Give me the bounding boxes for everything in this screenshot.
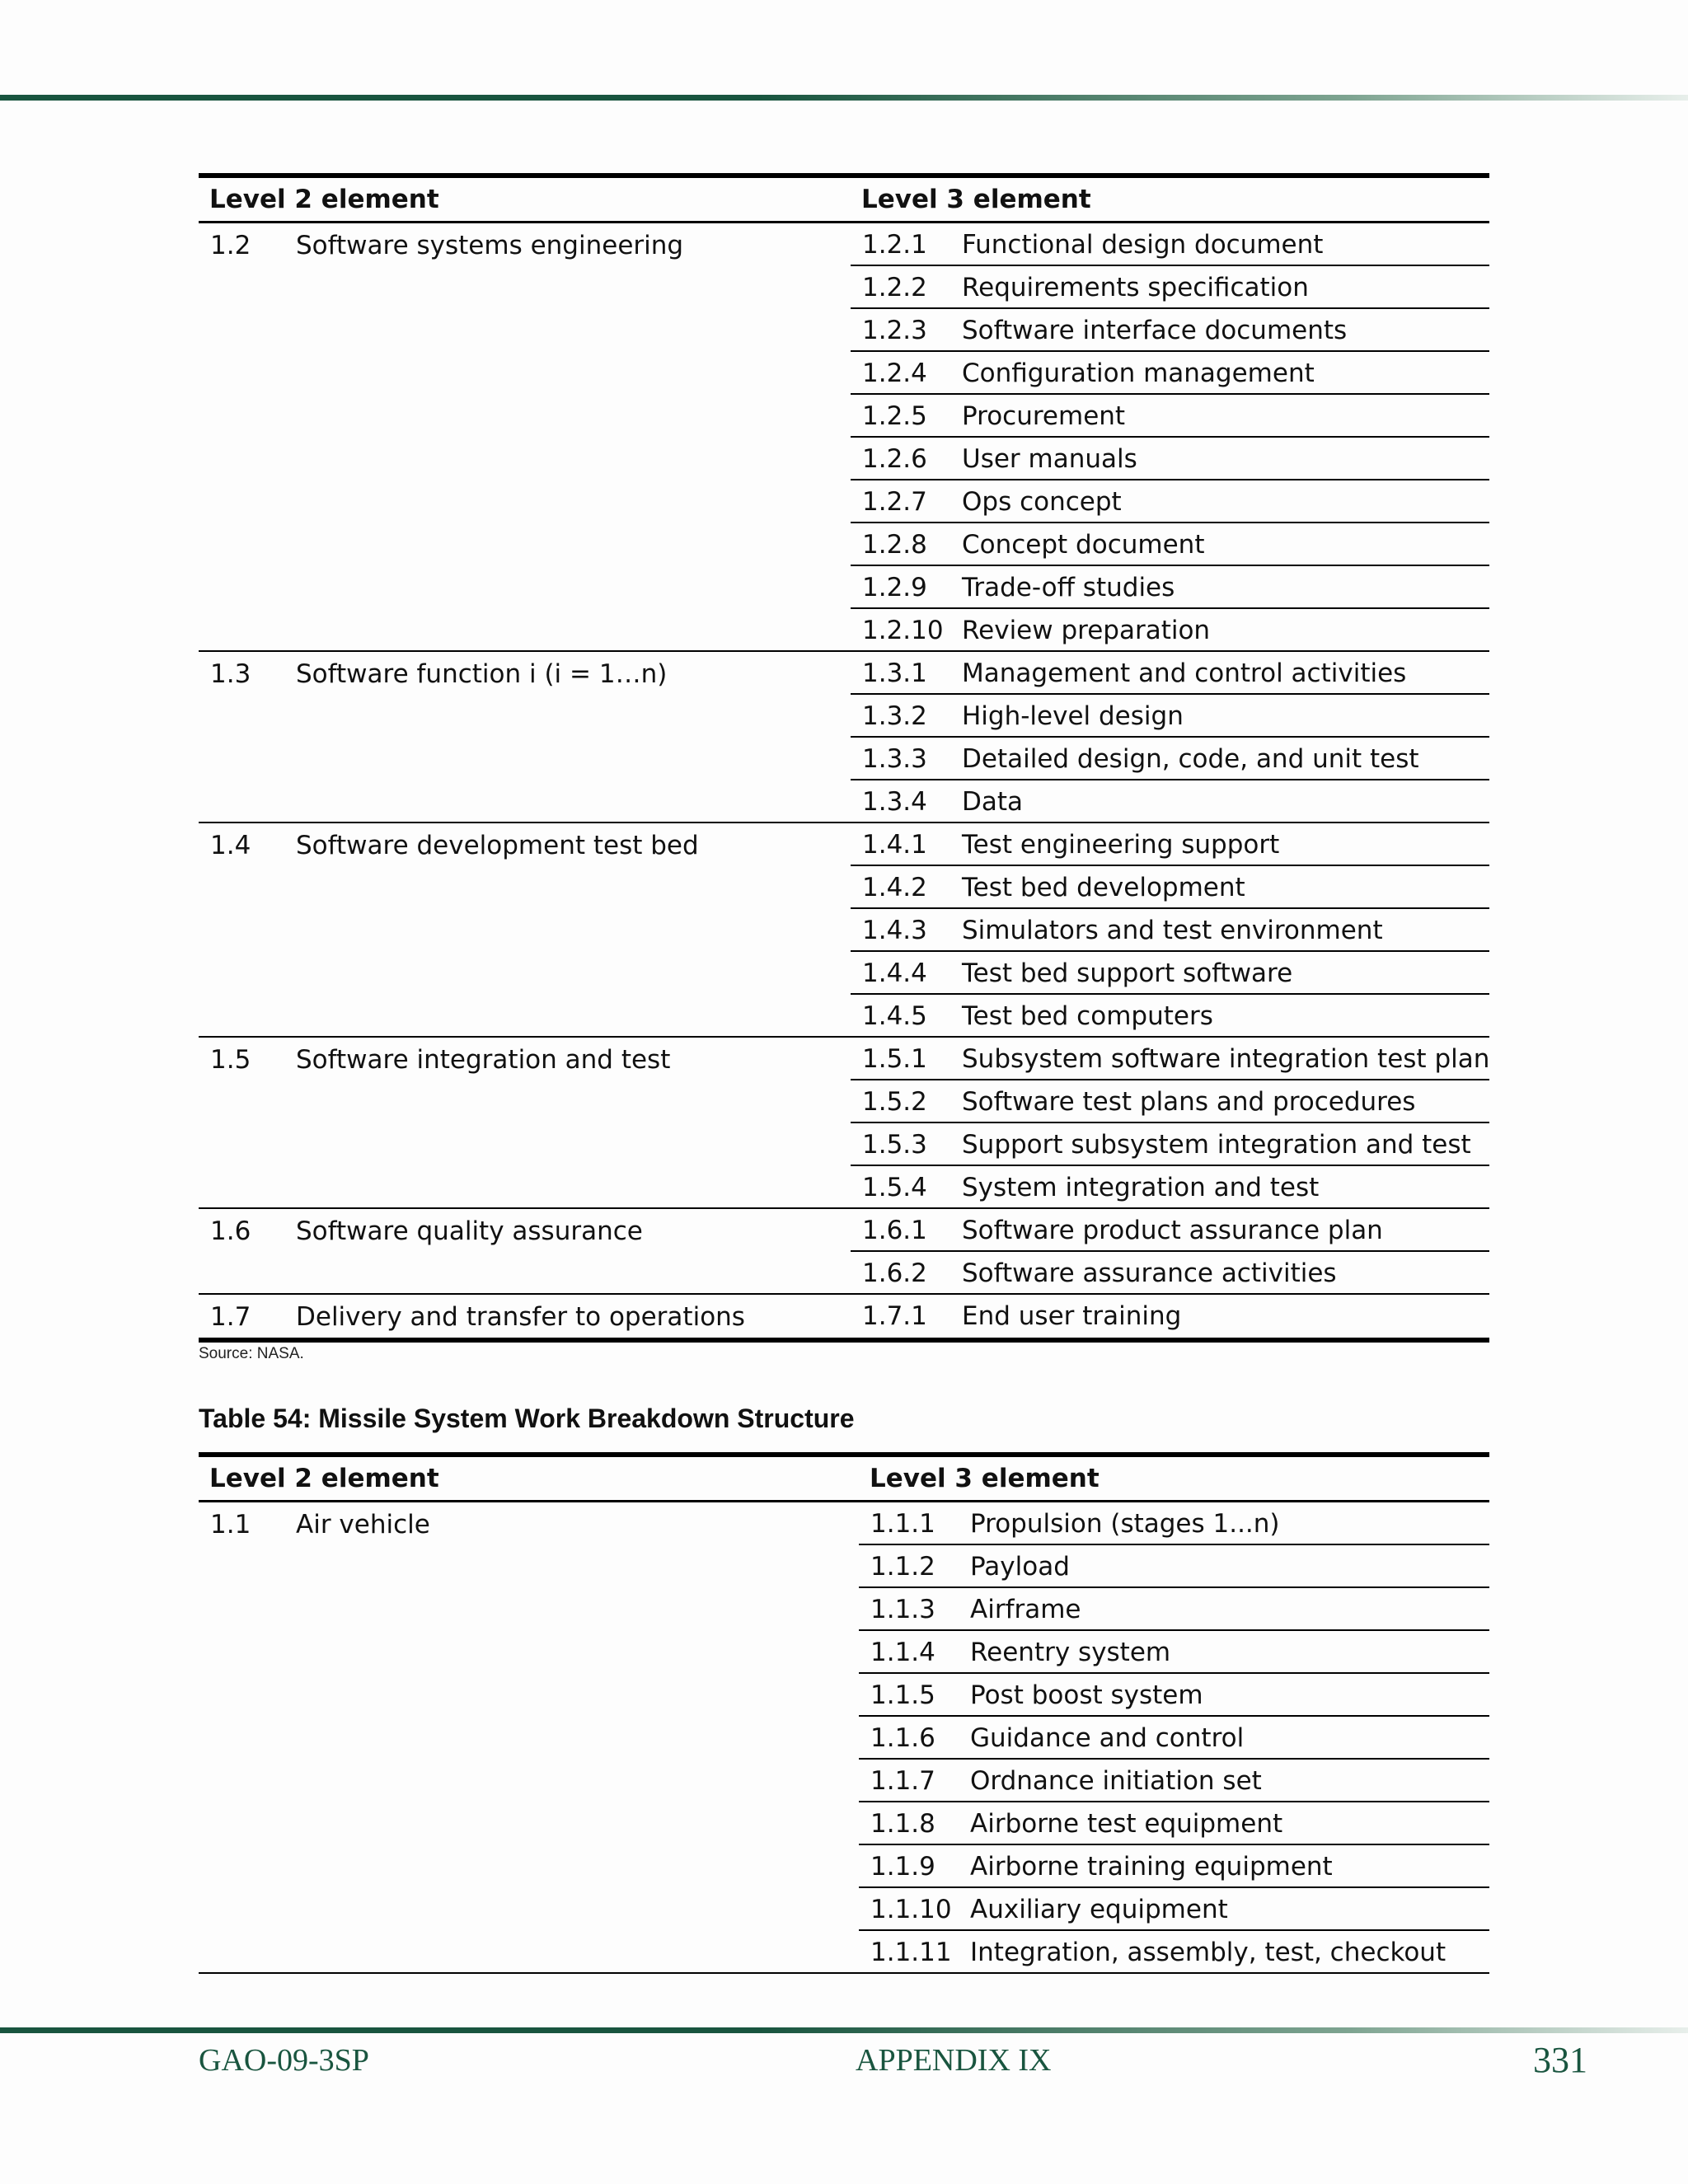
header-level3: Level 3 element xyxy=(861,185,1091,214)
level2-cell xyxy=(199,1295,851,1338)
level3-label: Data xyxy=(962,787,1024,817)
level3-number: 1.2.4 xyxy=(862,359,927,388)
level3-label: Support subsystem integration and test xyxy=(962,1130,1471,1160)
level3-label: Ordnance initiation set xyxy=(970,1766,1262,1796)
level3-number: 1.6.1 xyxy=(862,1216,927,1245)
level2-label: Software quality assurance xyxy=(296,1216,643,1246)
level2-number: 1.5 xyxy=(210,1045,251,1075)
level3-number: 1.1.11 xyxy=(870,1938,952,1967)
level3-label: Ops concept xyxy=(962,487,1122,517)
level3-label: Test bed development xyxy=(962,873,1245,902)
wbs-table-software xyxy=(199,173,1489,1343)
level3-label: Airframe xyxy=(970,1595,1081,1624)
level3-label: Subsystem software integration test plan xyxy=(962,1044,1490,1074)
level3-label: Airborne test equipment xyxy=(970,1809,1283,1839)
level3-number: 1.5.2 xyxy=(862,1087,927,1117)
level3-number: 1.2.8 xyxy=(862,530,927,560)
level3-list xyxy=(851,1038,1489,1207)
level3-row xyxy=(851,523,1489,566)
level3-number: 1.7.1 xyxy=(862,1301,927,1331)
level3-number: 1.5.3 xyxy=(862,1130,927,1160)
level3-label: Management and control activities xyxy=(962,658,1407,688)
level3-label: Integration, assembly, test, checkout xyxy=(970,1938,1447,1967)
level3-number: 1.1.6 xyxy=(870,1723,935,1753)
level3-row xyxy=(851,609,1489,650)
table-title: Table 54: Missile System Work Breakdown Structure xyxy=(199,1404,855,1433)
level3-label: Procurement xyxy=(962,401,1126,431)
level3-number: 1.2.3 xyxy=(862,316,927,345)
level3-list xyxy=(859,1502,1489,1972)
level3-row xyxy=(851,823,1489,866)
level2-cell xyxy=(199,1209,851,1252)
level3-list xyxy=(851,223,1489,650)
level3-row xyxy=(851,566,1489,609)
level3-number: 1.6.2 xyxy=(862,1258,927,1288)
level3-number: 1.3.2 xyxy=(862,701,927,731)
level2-label: Delivery and transfer to operations xyxy=(296,1302,745,1332)
level3-label: High-level design xyxy=(962,701,1184,731)
header-level3: Level 3 element xyxy=(870,1464,1100,1493)
level3-number: 1.4.1 xyxy=(862,830,927,860)
level3-label: Propulsion (stages 1...n) xyxy=(970,1509,1280,1539)
top-rule xyxy=(0,95,1688,101)
level3-row xyxy=(859,1888,1489,1931)
level3-row xyxy=(859,1502,1489,1545)
level2-number: 1.1 xyxy=(210,1510,251,1540)
level3-label: Test engineering support xyxy=(962,830,1280,860)
level3-row xyxy=(851,266,1489,309)
level3-label: Software assurance activities xyxy=(962,1258,1337,1288)
bottom-rule xyxy=(0,2027,1688,2033)
level2-group xyxy=(199,1209,1489,1295)
level2-group xyxy=(199,1295,1489,1343)
level3-number: 1.1.5 xyxy=(870,1680,935,1710)
level3-row xyxy=(859,1631,1489,1674)
footer-section: APPENDIX IX xyxy=(856,2043,1052,2078)
level3-number: 1.2.10 xyxy=(862,616,944,645)
level3-row xyxy=(851,909,1489,952)
level3-number: 1.4.4 xyxy=(862,958,927,988)
level3-row xyxy=(851,952,1489,995)
header-level2: Level 2 element xyxy=(209,185,439,214)
level3-row xyxy=(851,309,1489,352)
footer-doc-id: GAO-09-3SP xyxy=(199,2043,369,2078)
level2-number: 1.6 xyxy=(210,1216,251,1246)
level3-number: 1.1.8 xyxy=(870,1809,935,1839)
level3-label: Configuration management xyxy=(962,359,1315,388)
level3-row xyxy=(851,395,1489,438)
level2-number: 1.7 xyxy=(210,1302,251,1332)
level3-label: Test bed computers xyxy=(962,1001,1213,1031)
level3-label: Guidance and control xyxy=(970,1723,1245,1753)
level3-row xyxy=(851,1252,1489,1293)
wbs-table-missile xyxy=(199,1452,1489,1974)
source-note: Source: NASA. xyxy=(199,1345,304,1362)
level3-label: Payload xyxy=(970,1552,1070,1582)
level3-label: System integration and test xyxy=(962,1173,1320,1202)
level2-group xyxy=(199,652,1489,823)
level3-number: 1.3.4 xyxy=(862,787,927,817)
footer-page-number: 331 xyxy=(1533,2040,1587,2080)
level3-number: 1.2.2 xyxy=(862,273,927,302)
level3-list xyxy=(851,652,1489,822)
level2-cell xyxy=(199,1038,851,1080)
level3-row xyxy=(851,780,1489,822)
level3-row xyxy=(859,1802,1489,1845)
table-header xyxy=(199,1452,1489,1502)
level3-number: 1.5.1 xyxy=(862,1044,927,1074)
level3-label: Airborne training equipment xyxy=(970,1852,1333,1882)
level2-label: Software systems engineering xyxy=(296,231,684,260)
level3-label: Software test plans and procedures xyxy=(962,1087,1416,1117)
level3-number: 1.1.10 xyxy=(870,1895,952,1924)
level2-group xyxy=(199,1502,1489,1974)
level3-list xyxy=(851,823,1489,1036)
level3-number: 1.2.1 xyxy=(862,230,927,260)
level3-row xyxy=(859,1931,1489,1972)
level2-group xyxy=(199,1038,1489,1209)
level3-row xyxy=(851,1123,1489,1166)
level3-row xyxy=(851,352,1489,395)
level3-row xyxy=(851,652,1489,695)
level3-label: Concept document xyxy=(962,530,1205,560)
level3-label: Functional design document xyxy=(962,230,1324,260)
level2-cell xyxy=(199,223,851,266)
level3-number: 1.3.1 xyxy=(862,658,927,688)
level3-label: Detailed design, code, and unit test xyxy=(962,744,1419,774)
level3-row xyxy=(859,1845,1489,1888)
level3-row xyxy=(851,1295,1489,1336)
level2-label: Software function i (i = 1…n) xyxy=(296,659,668,689)
level2-cell xyxy=(199,823,851,866)
level3-label: Software interface documents xyxy=(962,316,1348,345)
level3-row xyxy=(851,995,1489,1036)
level3-label: Software product assurance plan xyxy=(962,1216,1383,1245)
level2-cell xyxy=(199,652,851,695)
level3-number: 1.1.7 xyxy=(870,1766,935,1796)
level3-row xyxy=(851,223,1489,266)
level3-list xyxy=(851,1295,1489,1338)
table-body xyxy=(199,1502,1489,1974)
level3-row xyxy=(851,695,1489,738)
level3-row xyxy=(851,866,1489,909)
level2-number: 1.2 xyxy=(210,231,251,260)
level3-label: Review preparation xyxy=(962,616,1211,645)
header-level2: Level 2 element xyxy=(209,1464,439,1493)
level3-label: User manuals xyxy=(962,444,1137,474)
level3-number: 1.4.3 xyxy=(862,916,927,945)
level3-row xyxy=(851,1166,1489,1207)
level3-number: 1.4.5 xyxy=(862,1001,927,1031)
level3-row xyxy=(851,1209,1489,1252)
level3-number: 1.1.3 xyxy=(870,1595,935,1624)
level2-label: Air vehicle xyxy=(296,1510,430,1540)
level3-number: 1.2.9 xyxy=(862,573,927,602)
level3-row xyxy=(851,738,1489,780)
level3-number: 1.2.6 xyxy=(862,444,927,474)
level3-label: Post boost system xyxy=(970,1680,1203,1710)
level2-label: Software development test bed xyxy=(296,831,699,860)
level3-row xyxy=(859,1674,1489,1717)
level3-row xyxy=(851,438,1489,480)
level2-number: 1.3 xyxy=(210,659,251,689)
level3-row xyxy=(859,1717,1489,1760)
level2-label: Software integration and test xyxy=(296,1045,671,1075)
level3-number: 1.1.1 xyxy=(870,1509,935,1539)
level3-list xyxy=(851,1209,1489,1293)
level3-number: 1.1.2 xyxy=(870,1552,935,1582)
level3-label: Requirements specification xyxy=(962,273,1309,302)
level3-row xyxy=(859,1545,1489,1588)
level3-label: Test bed support software xyxy=(962,958,1293,988)
level3-row xyxy=(859,1588,1489,1631)
level2-group xyxy=(199,223,1489,652)
level3-number: 1.4.2 xyxy=(862,873,927,902)
level2-group xyxy=(199,823,1489,1038)
level3-number: 1.2.5 xyxy=(862,401,927,431)
level3-label: Auxiliary equipment xyxy=(970,1895,1228,1924)
level3-label: Trade-off studies xyxy=(962,573,1175,602)
level3-label: Simulators and test environment xyxy=(962,916,1383,945)
level3-row xyxy=(851,480,1489,523)
level3-number: 1.1.4 xyxy=(870,1638,935,1667)
table-body xyxy=(199,223,1489,1343)
level3-row xyxy=(851,1038,1489,1080)
level3-label: End user training xyxy=(962,1301,1182,1331)
level3-row xyxy=(851,1080,1489,1123)
level3-number: 1.5.4 xyxy=(862,1173,927,1202)
table-header xyxy=(199,173,1489,223)
level2-cell xyxy=(199,1502,859,1545)
level2-number: 1.4 xyxy=(210,831,251,860)
level3-number: 1.3.3 xyxy=(862,744,927,774)
level3-number: 1.1.9 xyxy=(870,1852,935,1882)
level3-label: Reentry system xyxy=(970,1638,1171,1667)
level3-number: 1.2.7 xyxy=(862,487,927,517)
level3-row xyxy=(859,1760,1489,1802)
